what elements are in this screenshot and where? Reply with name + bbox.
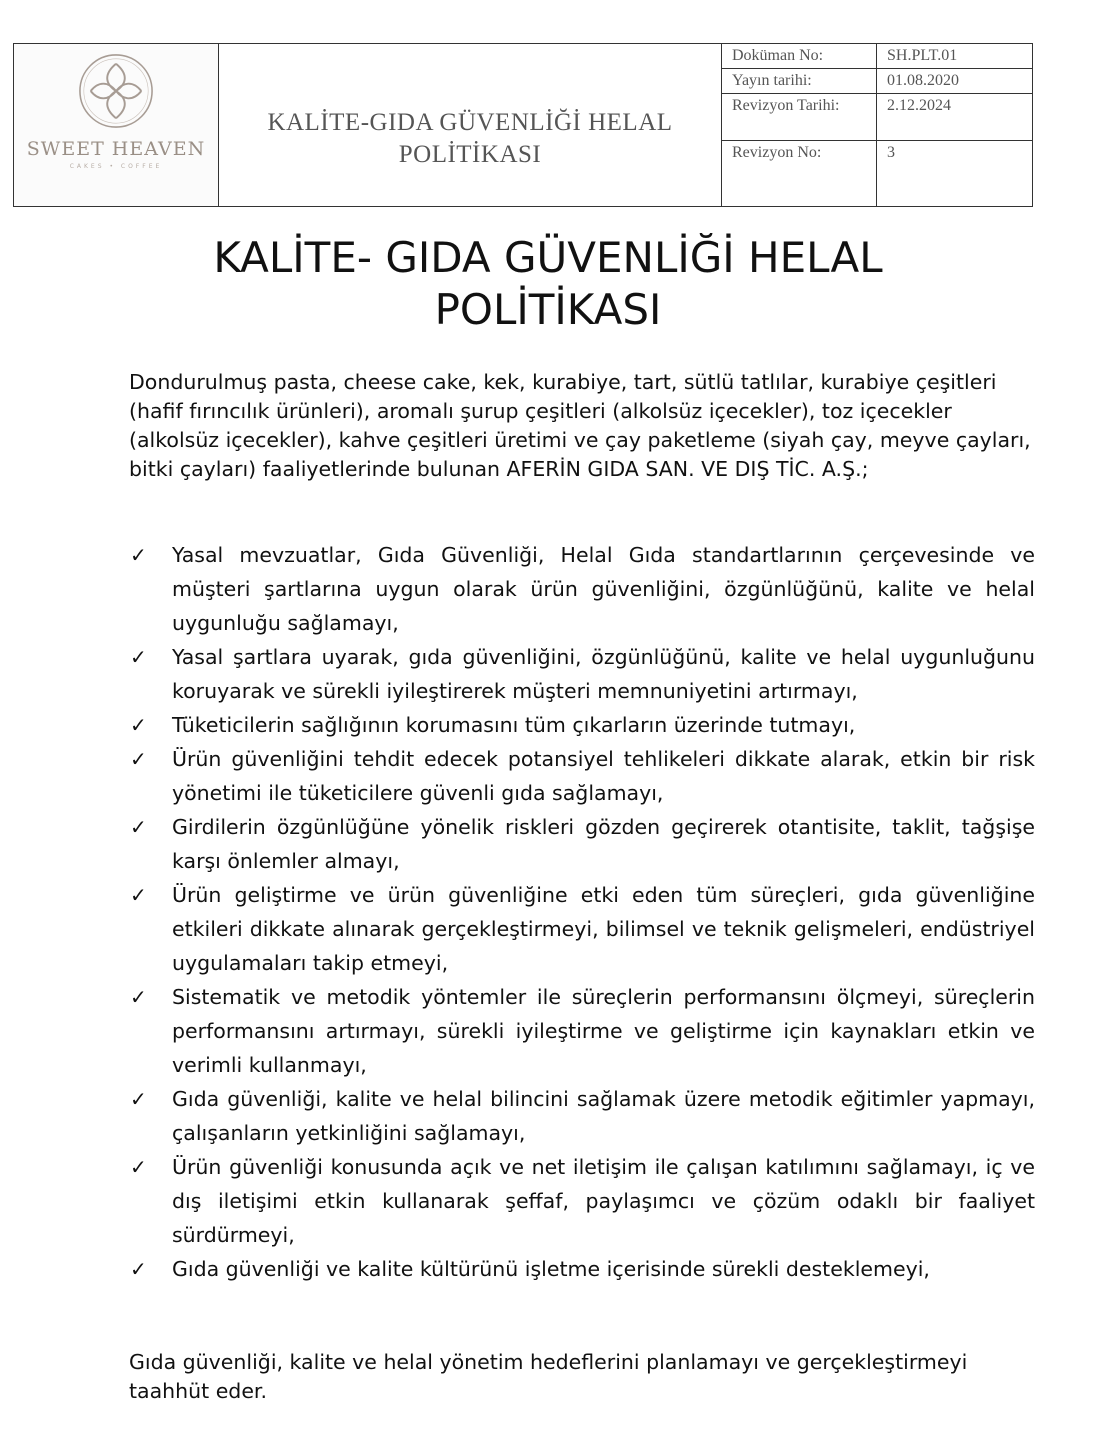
meta-row-doc-no <box>722 44 1032 69</box>
sweet-heaven-logo-icon <box>77 52 155 130</box>
meta-value: SH.PLT.01 <box>887 47 958 64</box>
header-title-line-2: POLİTİKASI <box>398 141 542 168</box>
checkmark-icon: ✓ <box>130 883 147 907</box>
list-item <box>130 1150 1035 1252</box>
list-item-text: Ürün güvenliği konusunda açık ve net iletişim ile çalışan katılımını sağlamayı, iç ve dış iletişimi etkin kullanarak şeffaf, paylaşımcı ve çözüm odaklı bir faaliyet sürdürmeyi, <box>172 1155 1035 1247</box>
checkmark-icon: ✓ <box>130 1087 147 1111</box>
meta-value: 2.12.2024 <box>887 97 951 114</box>
list-item <box>130 980 1035 1082</box>
list-item-text: Gıda güvenliği, kalite ve helal bilincini sağlamak üzere metodik eğitimler yapmayı, çalışanların yetkinliğini sağlamayı, <box>172 1087 1035 1145</box>
header-title <box>267 107 672 171</box>
document-header <box>13 43 1033 207</box>
policy-list <box>130 538 1035 1286</box>
checkmark-icon: ✓ <box>130 747 147 771</box>
list-item-text: Gıda güvenliği ve kalite kültürünü işletme içerisinde sürekli desteklemeyi, <box>172 1257 930 1281</box>
page-title <box>0 232 1096 336</box>
intro-paragraph: Dondurulmuş pasta, cheese cake, kek, kurabiye, tart, sütlü tatlılar, kurabiye çeşitleri (hafif fırıncılık ürünleri), aromalı şurup çeşitleri (alkolsüz içecekler), toz içecekler (alkolsüz içecekler), kahve çeşitleri üretimi ve çay paketleme (siyah çay, meyve çayları, bitki çayları) faaliyetlerinde bulunan AFERİN GIDA SAN. VE DIŞ TİC. A.Ş.; <box>129 370 1031 481</box>
list-item <box>130 742 1035 810</box>
list-item <box>130 1252 1035 1286</box>
meta-row-revision-date <box>722 94 1032 141</box>
list-item-text: Yasal şartlara uyarak, gıda güvenliğini, özgünlüğünü, kalite ve helal uygunluğunu koruyarak ve sürekli iyileştirerek müşteri memnuniyetini artırmayı, <box>172 645 1035 703</box>
logo-name: SWEET HEAVEN <box>26 138 206 160</box>
list-item-text: Tüketicilerin sağlığının korumasını tüm çıkarların üzerinde tutmayı, <box>172 713 856 737</box>
logo-cell <box>14 44 219 206</box>
checkmark-icon: ✓ <box>130 1155 147 1179</box>
closing-paragraph: Gıda güvenliği, kalite ve helal yönetim hedeflerini planlamayı ve gerçekleştirmeyi taahhüt eder. <box>129 1350 968 1403</box>
list-item <box>130 640 1035 708</box>
list-item <box>130 878 1035 980</box>
list-item-text: Ürün geliştirme ve ürün güvenliğine etki eden tüm süreçleri, gıda güvenliğine etkileri dikkate alınarak gerçekleştirmeyi, bilimsel ve teknik gelişmeleri, endüstriyel uygulamaları takip etmeyi, <box>172 883 1035 975</box>
list-item <box>130 708 1035 742</box>
checkmark-icon: ✓ <box>130 1257 147 1281</box>
checkmark-icon: ✓ <box>130 713 147 737</box>
logo-tagline: CAKES • COFFEE <box>69 163 163 170</box>
meta-value: 3 <box>887 144 895 161</box>
meta-label: Revizyon No: <box>722 141 877 206</box>
list-item-text: Sistematik ve metodik yöntemler ile süreçlerin performansını ölçmeyi, süreçlerin performansını artırmayı, sürekli iyileştirme ve geliştirme için kaynakları etkin ve verimli kullanmayı, <box>172 985 1035 1077</box>
page-title-line-1: KALİTE- GIDA GÜVENLİĞİ HELAL <box>213 233 883 282</box>
meta-label: Doküman No: <box>722 44 877 68</box>
checkmark-icon: ✓ <box>130 645 147 669</box>
header-title-line-1: KALİTE-GIDA GÜVENLİĞİ HELAL <box>267 109 673 136</box>
checkmark-icon: ✓ <box>130 985 147 1009</box>
meta-label: Yayın tarihi: <box>722 69 877 93</box>
list-item <box>130 1082 1035 1150</box>
meta-row-revision-no <box>722 141 1032 206</box>
meta-row-publish-date <box>722 69 1032 94</box>
list-item <box>130 538 1035 640</box>
list-item <box>130 810 1035 878</box>
document-meta-table <box>722 44 1032 206</box>
list-item-text: Yasal mevzuatlar, Gıda Güvenliği, Helal Gıda standartlarının çerçevesinde ve müşteri şartlarına uygun olarak ürün güvenliğini, özgünlüğünü, kalite ve helal uygunluğu sağlamayı, <box>172 543 1035 635</box>
page-title-line-2: POLİTİKASI <box>434 285 662 334</box>
meta-label: Revizyon Tarihi: <box>722 94 877 140</box>
list-item-text: Ürün güvenliğini tehdit edecek potansiyel tehlikeleri dikkate alarak, etkin bir risk yönetimi ile tüketicilere güvenli gıda sağlamayı, <box>172 747 1035 805</box>
checkmark-icon: ✓ <box>130 543 147 567</box>
header-title-cell <box>219 44 722 206</box>
meta-value: 01.08.2020 <box>887 72 959 89</box>
list-item-text: Girdilerin özgünlüğüne yönelik riskleri gözden geçirerek otantisite, taklit, tağşişe karşı önlemler almayı, <box>172 815 1035 873</box>
checkmark-icon: ✓ <box>130 815 147 839</box>
